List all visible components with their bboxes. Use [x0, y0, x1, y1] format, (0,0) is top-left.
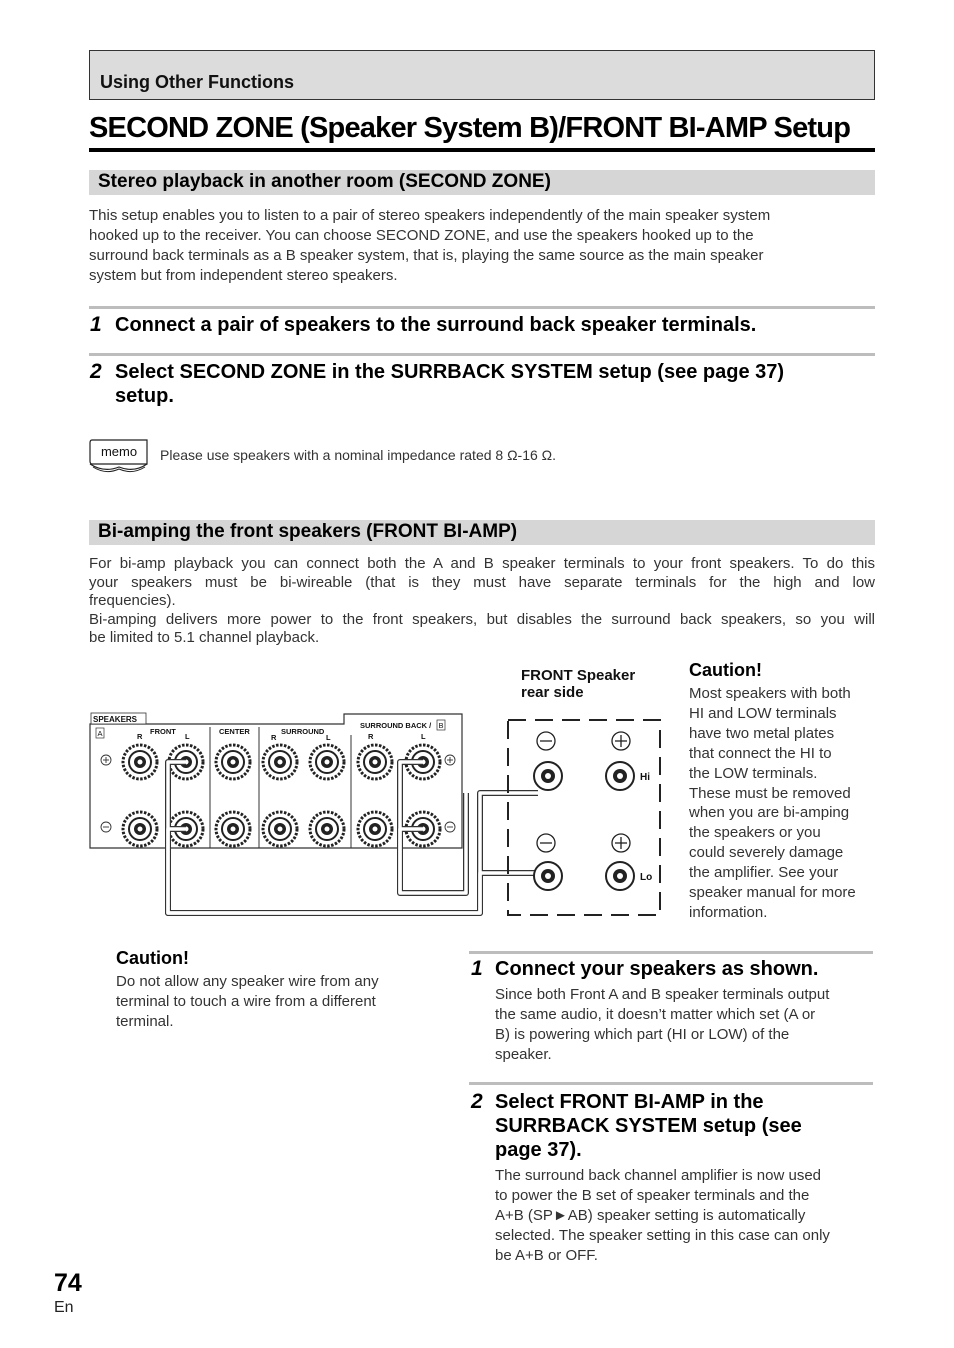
- step-body-line: the same audio, it doesn’t matter which set (A or: [495, 1006, 816, 1023]
- step-line: setup.: [115, 385, 174, 407]
- terminal-post: [263, 745, 297, 779]
- r-label: R: [368, 732, 374, 741]
- step-number: 1: [471, 957, 483, 980]
- front-label: FRONT: [150, 727, 176, 736]
- step-body-line: be A+B or OFF.: [495, 1247, 598, 1264]
- step-body-line: speaker.: [495, 1046, 552, 1063]
- step-body-line: B) is powering which part (HI or LOW) of the: [495, 1026, 790, 1043]
- second-zone-heading-text: Stereo playback in another room (SECOND ZONE): [98, 171, 551, 192]
- divider: [469, 1082, 873, 1085]
- intro-line: This setup enables you to listen to a pair of stereo speakers independently of the main speaker system: [89, 207, 771, 224]
- caution-right-body: [689, 684, 879, 923]
- intro-line: hooked up to the receiver. You can choose SECOND ZONE, and use the speakers hooked up to the: [89, 227, 754, 244]
- r-label: R: [137, 732, 143, 741]
- speakers-label: SPEAKERS: [93, 715, 138, 724]
- biamp-heading-text: Bi-amping the front speakers (FRONT BI-AMP): [98, 521, 518, 542]
- intro-line: your speakers must be bi-wireable (that is they must have separate terminals for the high and low: [89, 573, 875, 591]
- front-speaker-label-line: FRONT Speaker: [521, 667, 636, 684]
- caution-line: terminal.: [116, 1013, 174, 1030]
- step-text: Connect a pair of speakers to the surround back speaker terminals.: [115, 314, 757, 336]
- surround-label: SURROUND: [281, 727, 325, 736]
- language-code: En: [54, 1299, 74, 1316]
- a-label: A: [97, 729, 103, 738]
- terminal-post: [216, 745, 250, 779]
- biamp-intro: [89, 555, 875, 648]
- step-title: Connect your speakers as shown.: [495, 958, 819, 980]
- step-body: [495, 1166, 880, 1266]
- step-title-line: Select FRONT BI-AMP in the: [495, 1091, 764, 1113]
- second-zone-intro: [89, 206, 879, 286]
- step-number: 2: [471, 1090, 483, 1113]
- speaker-terminal: [534, 762, 634, 890]
- memo-text: Please use speakers with a nominal impedance rated 8 Ω-16 Ω.: [160, 447, 557, 463]
- caution-line: could severely damage: [689, 844, 844, 862]
- r-label: R: [271, 733, 277, 742]
- step-title: [495, 1090, 875, 1162]
- terminal-post: [358, 812, 392, 846]
- caution-line: the amplifier. See your: [689, 864, 839, 882]
- surround-back-label: SURROUND BACK /: [360, 721, 432, 730]
- terminal-post: [263, 812, 297, 846]
- caution-line: HI and LOW terminals: [689, 704, 837, 722]
- step-body-line: selected. The speaker setting in this case can only: [495, 1227, 830, 1244]
- center-label: CENTER: [219, 727, 250, 736]
- caution-line: terminal to touch a wire from a different: [116, 993, 376, 1010]
- section-label: Using Other Functions: [100, 72, 295, 92]
- caution-line: that connect the HI to: [689, 744, 832, 762]
- b-label: B: [438, 721, 444, 730]
- caution-line: speaker manual for more: [689, 884, 856, 902]
- page-number: 74: [54, 1269, 82, 1297]
- front-speaker-label: [521, 667, 635, 701]
- caution-line: Most speakers with both: [689, 685, 851, 702]
- step-number: 1: [90, 313, 102, 336]
- terminal-post: [123, 812, 157, 846]
- caution-right: [689, 660, 879, 923]
- l-label: L: [326, 733, 331, 742]
- second-zone-heading: [89, 170, 875, 195]
- step-body-line: Since both Front A and B speaker terminals output: [495, 986, 830, 1003]
- biamp-heading: [89, 520, 875, 545]
- caution-title: Caution!: [689, 660, 762, 680]
- intro-line: be limited to 5.1 channel playback.: [89, 629, 320, 646]
- memo-label: memo: [100, 444, 138, 459]
- front-speaker-rear: [508, 720, 660, 915]
- divider: [89, 353, 875, 356]
- caution-left: [116, 948, 446, 1032]
- terminal-post: [310, 812, 344, 846]
- intro-line: For bi-amp playback you can connect both the A and B speaker terminals to your front speakers. To do this: [89, 555, 875, 572]
- caution-line: when you are bi-amping: [689, 804, 850, 822]
- divider: [469, 951, 873, 954]
- step-line: Select SECOND ZONE in the SURRBACK SYSTEM setup (see page 37): [115, 361, 785, 383]
- step-number: 2: [90, 360, 102, 383]
- lo-label: Lo: [640, 872, 653, 883]
- step-body-line: The surround back channel amplifier is now used: [495, 1167, 822, 1184]
- intro-line: frequencies).: [89, 592, 176, 609]
- terminal-post: [358, 745, 392, 779]
- caution-left-body: [116, 972, 446, 1032]
- wiring-diagram: [88, 705, 678, 925]
- memo-icon: [89, 437, 149, 475]
- step-body-line: to power the B set of speaker terminals and the: [495, 1187, 810, 1204]
- l-label: L: [421, 732, 426, 741]
- front-speaker-label-line: rear side: [521, 684, 584, 701]
- section-tab: [89, 50, 875, 100]
- terminal-post: [310, 745, 344, 779]
- terminal-post: [123, 745, 157, 779]
- divider: [89, 306, 875, 309]
- step-title-line: page 37).: [495, 1139, 582, 1161]
- step-title-line: SURRBACK SYSTEM setup (see: [495, 1115, 802, 1137]
- step-body: [495, 985, 880, 1065]
- terminal-post: [216, 812, 250, 846]
- caution-line: information.: [689, 903, 768, 921]
- step-body-line: A+B (SP►AB) speaker setting is automatically: [495, 1207, 806, 1224]
- l-label: L: [185, 732, 190, 741]
- intro-line: system but from independent stereo speakers.: [89, 267, 398, 284]
- caution-line: Do not allow any speaker wire from any: [116, 973, 379, 990]
- page-title: SECOND ZONE (Speaker System B)/FRONT BI-AMP Setup: [89, 112, 875, 152]
- caution-line: the speakers or you: [689, 824, 821, 842]
- caution-line: These must be removed: [689, 784, 851, 802]
- intro-line: surround back terminals as a B speaker system, that is, playing the same source as the main speaker: [89, 247, 764, 264]
- caution-line: have two metal plates: [689, 724, 835, 742]
- caution-line: the LOW terminals.: [689, 764, 818, 782]
- step-text: [115, 360, 875, 408]
- caution-title: Caution!: [116, 948, 189, 968]
- intro-line: Bi-amping delivers more power to the front speakers, but disables the surround back speakers, so you will: [89, 610, 875, 628]
- hi-label: Hi: [640, 772, 650, 783]
